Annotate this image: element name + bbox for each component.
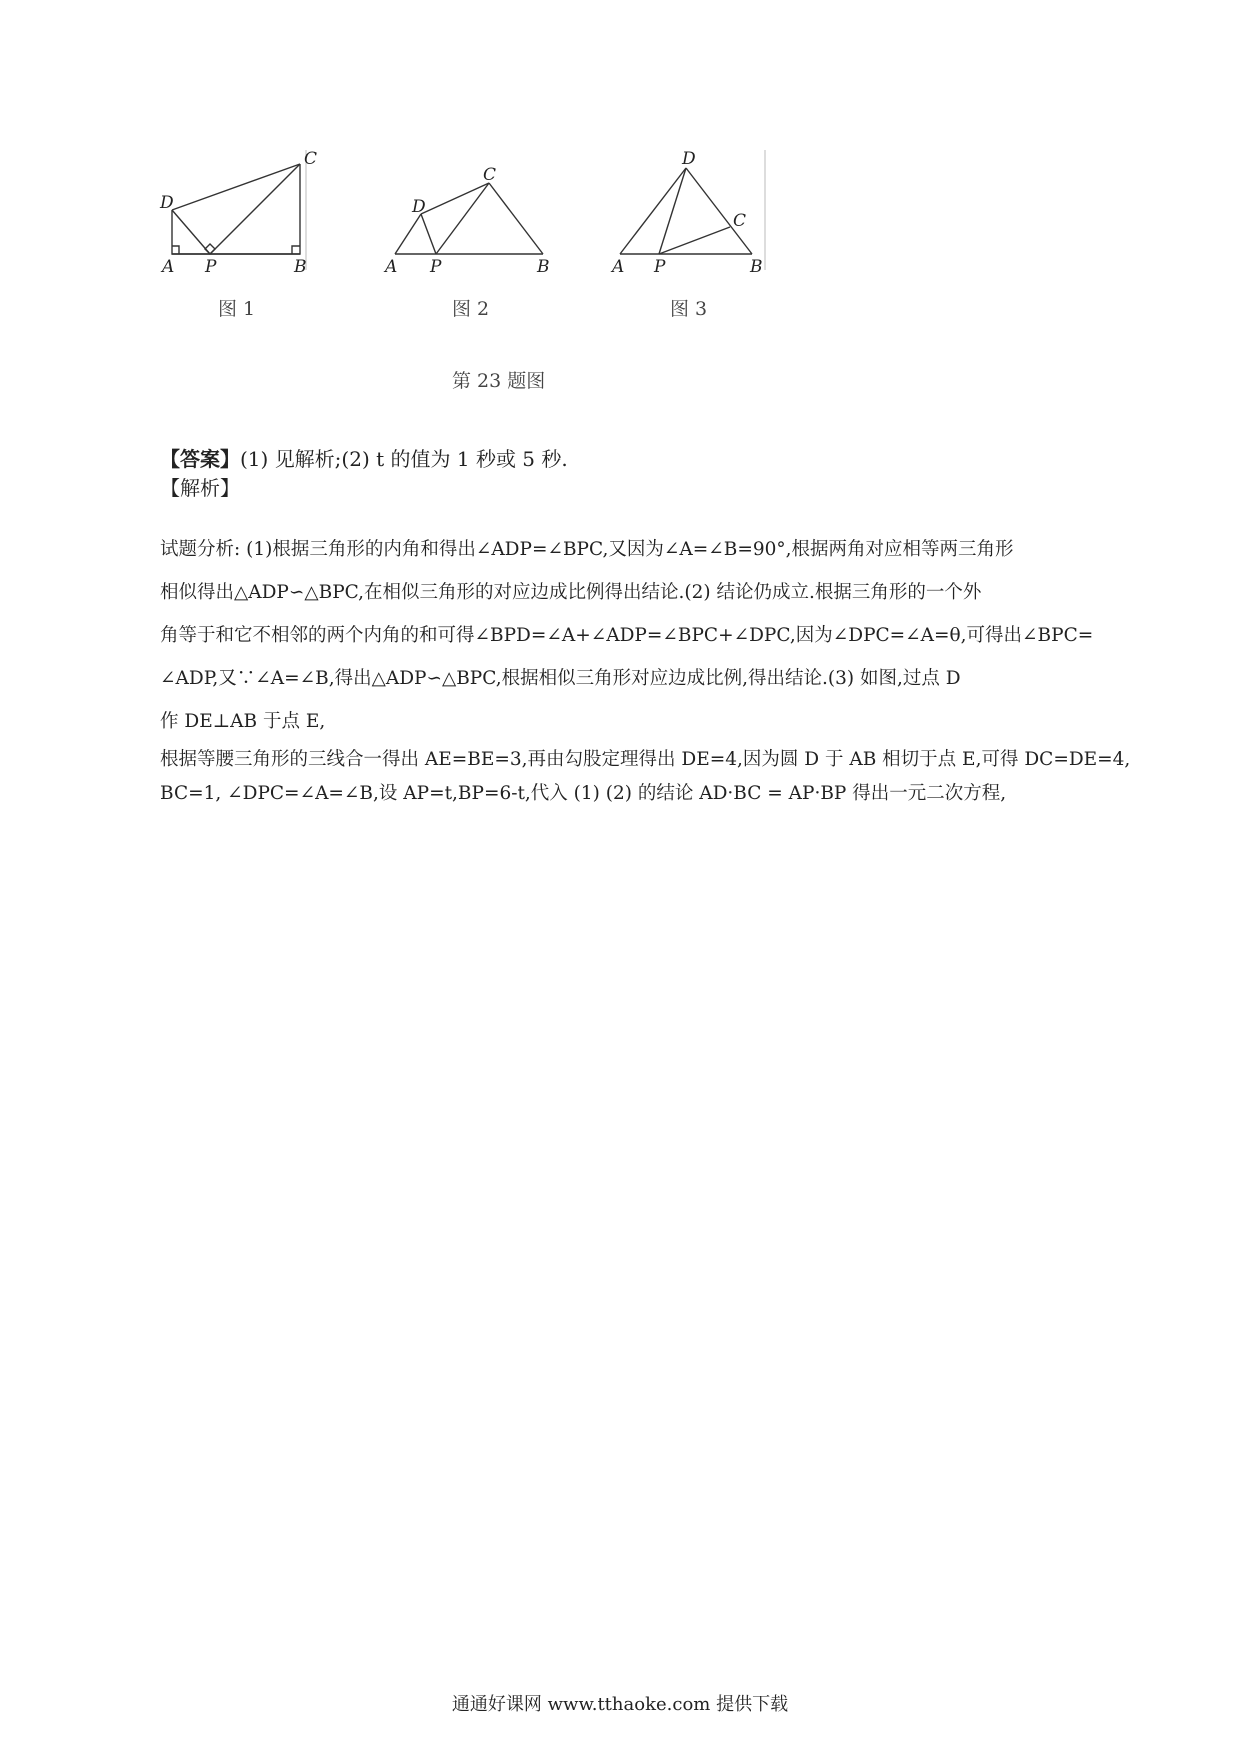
figures-area [160, 150, 900, 400]
fig1-label-d: D [160, 193, 174, 213]
fig2-label-b: B [537, 257, 550, 277]
fig3-label-a: A [612, 257, 625, 277]
footer-download-note: 通通好课网 www.tthaoke.com 提供下载 [451, 1694, 789, 1715]
analysis-line-4: ∠ADP,又∵∠A=∠B,得出△ADP∽△BPC,根据相似三角形对应边成比例,得出结论.(3) 如图,过点 D [160, 668, 961, 689]
analysis-line-1: 试题分析: (1)根据三角形的内角和得出∠ADP=∠BPC,又因为∠A=∠B=90°,根据两角对应相等两三角形 [160, 539, 1014, 560]
figure-3-caption: 图 3 [670, 298, 708, 320]
fig3-label-p: P [654, 257, 666, 277]
figure-1-caption: 图 1 [218, 298, 256, 320]
analysis-line-3: 角等于和它不相邻的两个内角的和可得∠BPD=∠A+∠ADP=∠BPC+∠DPC,因为∠DPC=∠A=θ,可得出∠BPC= [160, 625, 1094, 646]
fig2-label-p: P [430, 257, 442, 277]
fig3-label-d: D [682, 149, 696, 169]
analysis-line-7: BC=1, ∠DPC=∠A=∠B,设 AP=t,BP=6-t,代入 (1) (2) 的结论 AD·BC = AP·BP 得出一元二次方程, [160, 783, 1007, 804]
fig2-label-c: C [483, 165, 497, 185]
analysis-line-6: 根据等腰三角形的三线合一得出 AE=BE=3,再由勾股定理得出 DE=4,因为圆 D 于 AB 相切于点 E,可得 DC=DE=4, [160, 749, 1131, 770]
figure-3 [612, 150, 792, 275]
figure-2 [385, 150, 585, 275]
figure-1 [160, 150, 340, 275]
fig1-label-p: P [205, 257, 217, 277]
analysis-line-2: 相似得出△ADP∽△BPC,在相似三角形的对应边成比例得出结论.(2) 结论仍成立.根据三角形的一个外 [160, 582, 982, 603]
fig1-label-b: B [294, 257, 307, 277]
fig2-label-d: D [412, 197, 426, 217]
fig1-label-c: C [304, 149, 318, 169]
answer-text: (1) 见解析;(2) t 的值为 1 秒或 5 秒. [240, 447, 568, 471]
answer-label: 【答案】 [160, 447, 240, 471]
analysis-label: 【解析】 [160, 476, 240, 500]
analysis-label-line [160, 474, 1160, 503]
fig1-label-a: A [162, 257, 175, 277]
fig3-label-b: B [750, 257, 763, 277]
answer-block [160, 445, 1160, 503]
analysis-block [160, 528, 1180, 811]
figure-2-caption: 图 2 [452, 298, 490, 320]
figures-title: 第 23 题图 [452, 370, 546, 392]
fig3-label-c: C [733, 211, 747, 231]
analysis-line-5: 作 DE⊥AB 于点 E, [160, 711, 326, 732]
answer-line [160, 445, 1160, 474]
fig2-label-a: A [385, 257, 398, 277]
